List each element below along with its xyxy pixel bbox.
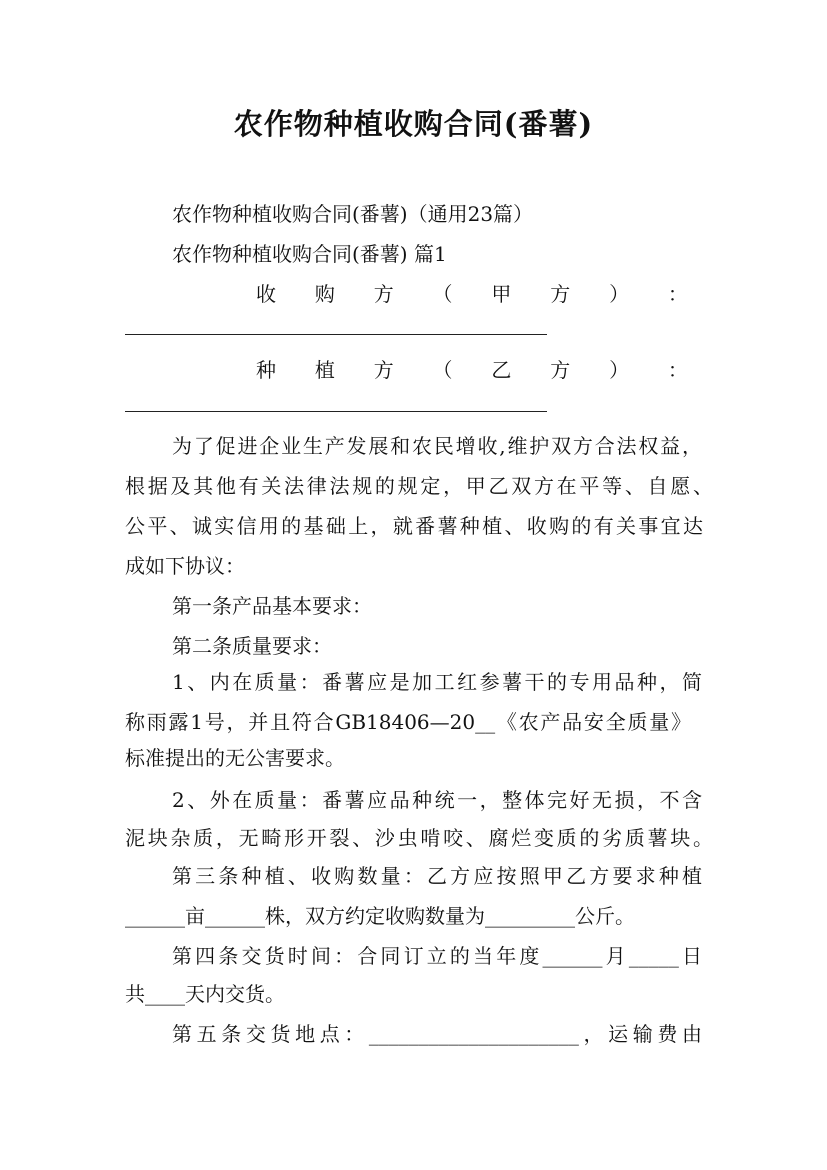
grower-blank-line (125, 411, 547, 412)
buyer-char: ： (667, 282, 688, 306)
quality-1-line: 标准提出的无公害要求。 (125, 746, 345, 770)
article-1: 第一条产品基本要求： (172, 594, 372, 618)
quality-1-line: 1、内在质量：番薯应是加工红参薯干的专用品种，简 (172, 670, 702, 694)
buyer-char: （ (432, 282, 453, 306)
quality-1-line: 称雨露1号，并且符合GB18406—20__《农产品安全质量》 (125, 710, 691, 734)
article-4-line: 第四条交货时间：合同订立的当年度______月_____日 (172, 944, 702, 968)
grower-char: （ (432, 358, 453, 382)
document-subtitle: 农作物种植收购合同(番薯)（通用23篇） (172, 202, 534, 226)
grower-char: 方 (550, 358, 571, 382)
document-title: 农作物种植收购合同(番薯) (233, 107, 594, 141)
intro-line: 根据及其他有关法律法规的规定，甲乙双方在平等、自愿、 (125, 474, 713, 498)
quality-2-line: 2、外在质量：番薯应品种统一，整体完好无损，不含 (172, 788, 702, 812)
article-2: 第二条质量要求： (172, 634, 332, 658)
buyer-char: 购 (314, 282, 335, 306)
article-3-line: ______亩______株，双方约定收购数量为_________公斤。 (125, 904, 635, 928)
intro-line: 公平、诚实信用的基础上，就番薯种植、收购的有关事宜达 (125, 514, 703, 538)
buyer-char: 方 (373, 282, 394, 306)
grower-char: 方 (373, 358, 394, 382)
grower-char: 乙 (491, 358, 512, 382)
buyer-char: 收 (256, 282, 276, 306)
grower-char: 植 (314, 358, 335, 382)
grower-char: ： (667, 358, 688, 382)
grower-label (256, 354, 688, 383)
article-3-line: 第三条种植、收购数量：乙方应按照甲乙方要求种植 (172, 864, 702, 888)
buyer-char: 方 (550, 282, 571, 306)
buyer-char: ） (609, 282, 630, 306)
grower-char: 种 (256, 358, 276, 382)
article-4-line: 共____天内交货。 (125, 982, 285, 1006)
article-5-line: 第五条交货地点：_____________________，运输费由 (172, 1022, 702, 1046)
quality-2-line: 泥块杂质，无畸形开裂、沙虫啃咬、腐烂变质的劣质薯块。 (125, 826, 713, 850)
buyer-blank-line (125, 334, 547, 335)
buyer-label (256, 278, 688, 307)
section-heading: 农作物种植收购合同(番薯) 篇1 (172, 242, 447, 266)
buyer-char: 甲 (491, 282, 512, 306)
intro-line: 成如下协议： (125, 554, 245, 578)
grower-char: ） (609, 358, 630, 382)
intro-line: 为了促进企业生产发展和农民增收,维护双方合法权益， (172, 434, 702, 458)
